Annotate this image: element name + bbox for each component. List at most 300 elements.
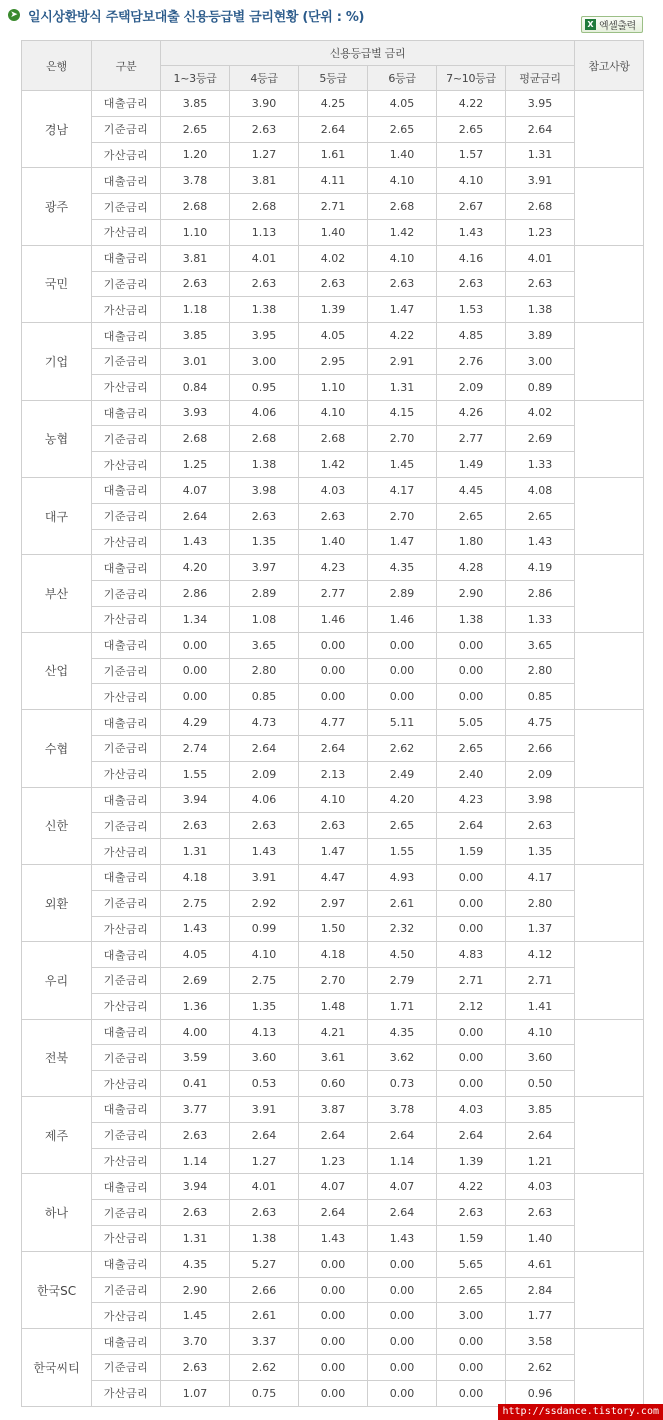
table-row xyxy=(22,1303,644,1329)
rate-cell: 1.31 xyxy=(368,374,437,400)
rate-cell: 1.77 xyxy=(506,1303,575,1329)
table-row xyxy=(22,839,644,865)
bank-name: 제주 xyxy=(22,1097,92,1174)
rate-cell: 5.05 xyxy=(437,710,506,736)
rate-cell: 2.49 xyxy=(368,761,437,787)
rate-cell: 0.84 xyxy=(161,374,230,400)
rate-cell: 1.36 xyxy=(161,993,230,1019)
table-row xyxy=(22,968,644,994)
table-row xyxy=(22,116,644,142)
rate-cell: 2.63 xyxy=(368,271,437,297)
rate-cell: 1.38 xyxy=(230,452,299,478)
rate-cell: 0.00 xyxy=(299,658,368,684)
rate-cell: 1.31 xyxy=(161,839,230,865)
rate-cell: 0.41 xyxy=(161,1071,230,1097)
rate-cell: 1.40 xyxy=(299,219,368,245)
rate-cell: 2.64 xyxy=(299,735,368,761)
header-bank: 은행 xyxy=(22,41,92,91)
bank-name: 하나 xyxy=(22,1174,92,1251)
rate-category: 가산금리 xyxy=(92,1071,161,1097)
rate-category: 대출금리 xyxy=(92,787,161,813)
rate-cell: 4.01 xyxy=(230,245,299,271)
rate-cell: 0.00 xyxy=(299,1329,368,1355)
table-row xyxy=(22,993,644,1019)
rate-cell: 3.58 xyxy=(506,1329,575,1355)
rate-cell: 2.67 xyxy=(437,194,506,220)
rate-cell: 0.00 xyxy=(161,632,230,658)
rate-cell: 1.48 xyxy=(299,993,368,1019)
rate-cell: 2.86 xyxy=(506,581,575,607)
rate-cell: 1.21 xyxy=(506,1148,575,1174)
rate-cell: 1.43 xyxy=(506,529,575,555)
rate-cell: 4.19 xyxy=(506,555,575,581)
rate-cell: 0.00 xyxy=(299,1251,368,1277)
table-row xyxy=(22,813,644,839)
rate-cell: 0.00 xyxy=(437,1071,506,1097)
rate-cell: 2.64 xyxy=(230,1122,299,1148)
rate-cell: 0.00 xyxy=(437,658,506,684)
rate-cell: 2.12 xyxy=(437,993,506,1019)
rate-cell: 2.91 xyxy=(368,348,437,374)
header-category: 구분 xyxy=(92,41,161,91)
table-row xyxy=(22,477,644,503)
rate-cell: 4.26 xyxy=(437,400,506,426)
rate-cell: 0.00 xyxy=(368,658,437,684)
reference-cell xyxy=(575,168,644,245)
rate-cell: 1.20 xyxy=(161,142,230,168)
rate-cell: 3.97 xyxy=(230,555,299,581)
rate-cell: 2.63 xyxy=(299,503,368,529)
rate-cell: 2.69 xyxy=(161,968,230,994)
rate-cell: 4.03 xyxy=(299,477,368,503)
rate-cell: 3.91 xyxy=(506,168,575,194)
table-row xyxy=(22,606,644,632)
rate-cell: 1.35 xyxy=(230,993,299,1019)
rate-category: 기준금리 xyxy=(92,735,161,761)
rate-cell: 1.33 xyxy=(506,452,575,478)
rate-cell: 3.78 xyxy=(161,168,230,194)
table-row xyxy=(22,452,644,478)
rate-category: 가산금리 xyxy=(92,1226,161,1252)
rates-table xyxy=(21,40,644,1407)
rate-cell: 1.14 xyxy=(161,1148,230,1174)
table-row xyxy=(22,1226,644,1252)
table-row xyxy=(22,735,644,761)
rate-cell: 1.31 xyxy=(506,142,575,168)
rate-cell: 2.65 xyxy=(368,116,437,142)
rate-cell: 2.63 xyxy=(230,813,299,839)
rate-cell: 4.06 xyxy=(230,400,299,426)
rate-cell: 2.65 xyxy=(161,116,230,142)
rate-cell: 4.12 xyxy=(506,942,575,968)
rate-cell: 2.80 xyxy=(230,658,299,684)
rate-cell: 2.64 xyxy=(437,813,506,839)
rate-cell: 4.02 xyxy=(299,245,368,271)
table-row xyxy=(22,323,644,349)
rate-cell: 1.40 xyxy=(368,142,437,168)
reference-cell xyxy=(575,400,644,477)
rate-cell: 0.89 xyxy=(506,374,575,400)
rate-cell: 3.95 xyxy=(506,91,575,117)
bank-name: 농협 xyxy=(22,400,92,477)
rate-cell: 0.00 xyxy=(437,1380,506,1406)
rate-cell: 2.68 xyxy=(230,194,299,220)
rate-category: 대출금리 xyxy=(92,864,161,890)
table-row xyxy=(22,916,644,942)
table-row xyxy=(22,1277,644,1303)
rate-category: 가산금리 xyxy=(92,297,161,323)
rate-cell: 2.74 xyxy=(161,735,230,761)
table-row xyxy=(22,168,644,194)
rate-cell: 2.77 xyxy=(299,581,368,607)
rate-cell: 2.68 xyxy=(161,194,230,220)
rate-cell: 3.00 xyxy=(437,1303,506,1329)
rate-cell: 2.65 xyxy=(437,116,506,142)
rate-cell: 3.78 xyxy=(368,1097,437,1123)
rate-cell: 2.63 xyxy=(161,271,230,297)
rate-cell: 2.64 xyxy=(506,116,575,142)
rate-cell: 0.00 xyxy=(368,1329,437,1355)
rate-cell: 0.00 xyxy=(368,1380,437,1406)
rate-cell: 2.63 xyxy=(230,116,299,142)
rate-cell: 0.99 xyxy=(230,916,299,942)
rate-cell: 1.37 xyxy=(506,916,575,942)
rate-cell: 4.73 xyxy=(230,710,299,736)
table-row xyxy=(22,142,644,168)
rate-cell: 2.62 xyxy=(506,1355,575,1381)
rate-cell: 2.70 xyxy=(368,426,437,452)
rate-cell: 1.07 xyxy=(161,1380,230,1406)
rate-cell: 4.22 xyxy=(437,91,506,117)
rate-cell: 0.00 xyxy=(368,1355,437,1381)
rate-cell: 0.00 xyxy=(299,1355,368,1381)
table-row xyxy=(22,1200,644,1226)
table-row xyxy=(22,1019,644,1045)
rate-cell: 3.98 xyxy=(230,477,299,503)
rate-cell: 4.10 xyxy=(368,168,437,194)
rate-cell: 3.94 xyxy=(161,787,230,813)
rate-cell: 4.05 xyxy=(368,91,437,117)
rate-cell: 4.22 xyxy=(368,323,437,349)
bank-name: 경남 xyxy=(22,91,92,168)
rate-cell: 1.38 xyxy=(230,297,299,323)
rate-cell: 2.65 xyxy=(437,735,506,761)
rate-cell: 4.03 xyxy=(437,1097,506,1123)
rate-cell: 1.27 xyxy=(230,142,299,168)
rate-cell: 4.23 xyxy=(299,555,368,581)
rate-cell: 1.10 xyxy=(299,374,368,400)
rate-cell: 4.35 xyxy=(161,1251,230,1277)
rate-cell: 0.00 xyxy=(299,632,368,658)
rate-cell: 1.45 xyxy=(368,452,437,478)
rate-cell: 1.47 xyxy=(368,529,437,555)
rate-cell: 4.22 xyxy=(437,1174,506,1200)
table-row xyxy=(22,581,644,607)
rate-cell: 4.10 xyxy=(299,400,368,426)
rate-cell: 1.46 xyxy=(368,606,437,632)
rate-cell: 0.75 xyxy=(230,1380,299,1406)
rate-category: 기준금리 xyxy=(92,426,161,452)
rate-cell: 0.50 xyxy=(506,1071,575,1097)
rate-cell: 1.53 xyxy=(437,297,506,323)
table-row xyxy=(22,864,644,890)
table-row xyxy=(22,426,644,452)
table-row xyxy=(22,194,644,220)
rate-cell: 2.61 xyxy=(368,890,437,916)
rate-cell: 3.90 xyxy=(230,91,299,117)
reference-cell xyxy=(575,1019,644,1096)
reference-cell xyxy=(575,1174,644,1251)
rate-cell: 0.00 xyxy=(161,684,230,710)
rate-category: 가산금리 xyxy=(92,529,161,555)
source-url: http://ssdance.tistory.com xyxy=(498,1404,663,1420)
rate-cell: 4.85 xyxy=(437,323,506,349)
rate-cell: 2.63 xyxy=(437,271,506,297)
excel-icon: X xyxy=(585,19,596,30)
header-credit-grade-group: 신용등급별 금리 xyxy=(161,41,575,66)
rate-cell: 2.70 xyxy=(299,968,368,994)
rate-cell: 0.00 xyxy=(437,1355,506,1381)
rate-cell: 0.00 xyxy=(368,684,437,710)
reference-cell xyxy=(575,1251,644,1328)
rate-cell: 0.00 xyxy=(437,632,506,658)
rate-cell: 0.00 xyxy=(368,1251,437,1277)
rate-cell: 0.95 xyxy=(230,374,299,400)
rate-cell: 2.71 xyxy=(437,968,506,994)
bank-name: 한국씨티 xyxy=(22,1329,92,1406)
table-row xyxy=(22,1251,644,1277)
rate-cell: 2.65 xyxy=(437,503,506,529)
page-title xyxy=(8,4,364,26)
rate-category: 대출금리 xyxy=(92,323,161,349)
rate-cell: 2.65 xyxy=(368,813,437,839)
header-average-rate: 평균금리 xyxy=(506,66,575,91)
bank-name: 우리 xyxy=(22,942,92,1019)
reference-cell xyxy=(575,1097,644,1174)
rate-cell: 3.60 xyxy=(230,1045,299,1071)
table-row xyxy=(22,1174,644,1200)
rate-cell: 4.06 xyxy=(230,787,299,813)
rate-cell: 0.00 xyxy=(437,890,506,916)
rate-cell: 2.92 xyxy=(230,890,299,916)
rate-category: 기준금리 xyxy=(92,1277,161,1303)
reference-cell xyxy=(575,555,644,632)
rate-cell: 2.68 xyxy=(299,426,368,452)
rate-cell: 1.31 xyxy=(161,1226,230,1252)
table-row xyxy=(22,1329,644,1355)
rate-cell: 1.33 xyxy=(506,606,575,632)
rate-cell: 2.79 xyxy=(368,968,437,994)
rate-cell: 0.00 xyxy=(368,1277,437,1303)
rate-cell: 1.14 xyxy=(368,1148,437,1174)
rate-cell: 1.23 xyxy=(299,1148,368,1174)
rate-cell: 2.32 xyxy=(368,916,437,942)
rate-cell: 5.27 xyxy=(230,1251,299,1277)
rate-cell: 2.64 xyxy=(230,735,299,761)
table-row xyxy=(22,890,644,916)
rate-cell: 2.63 xyxy=(161,1355,230,1381)
rate-cell: 2.89 xyxy=(230,581,299,607)
rate-cell: 1.13 xyxy=(230,219,299,245)
rate-cell: 3.60 xyxy=(506,1045,575,1071)
rate-cell: 2.80 xyxy=(506,890,575,916)
rate-cell: 3.61 xyxy=(299,1045,368,1071)
rate-cell: 1.10 xyxy=(161,219,230,245)
header-grade-5: 5등급 xyxy=(299,66,368,91)
reference-cell xyxy=(575,91,644,168)
bank-name: 산업 xyxy=(22,632,92,709)
rate-cell: 1.55 xyxy=(368,839,437,865)
rate-cell: 1.61 xyxy=(299,142,368,168)
rate-cell: 2.66 xyxy=(506,735,575,761)
rate-cell: 4.02 xyxy=(506,400,575,426)
rate-cell: 2.86 xyxy=(161,581,230,607)
rate-cell: 0.00 xyxy=(437,864,506,890)
rate-cell: 1.38 xyxy=(230,1226,299,1252)
rate-cell: 1.47 xyxy=(368,297,437,323)
rate-cell: 4.17 xyxy=(506,864,575,890)
rate-cell: 2.65 xyxy=(506,503,575,529)
rate-category: 대출금리 xyxy=(92,1251,161,1277)
rate-cell: 3.91 xyxy=(230,1097,299,1123)
rate-cell: 4.18 xyxy=(299,942,368,968)
table-row xyxy=(22,632,644,658)
rate-cell: 3.00 xyxy=(230,348,299,374)
rate-category: 대출금리 xyxy=(92,168,161,194)
rate-cell: 2.90 xyxy=(437,581,506,607)
rate-cell: 4.20 xyxy=(161,555,230,581)
rate-cell: 4.77 xyxy=(299,710,368,736)
table-row xyxy=(22,942,644,968)
rate-cell: 2.90 xyxy=(161,1277,230,1303)
rate-cell: 4.05 xyxy=(299,323,368,349)
rate-category: 대출금리 xyxy=(92,400,161,426)
rate-cell: 1.59 xyxy=(437,839,506,865)
rate-cell: 3.93 xyxy=(161,400,230,426)
rate-cell: 1.57 xyxy=(437,142,506,168)
rate-category: 기준금리 xyxy=(92,116,161,142)
rate-cell: 3.94 xyxy=(161,1174,230,1200)
rate-cell: 3.01 xyxy=(161,348,230,374)
rate-category: 가산금리 xyxy=(92,606,161,632)
rate-category: 기준금리 xyxy=(92,968,161,994)
table-row xyxy=(22,1380,644,1406)
rate-cell: 1.27 xyxy=(230,1148,299,1174)
rate-cell: 2.68 xyxy=(230,426,299,452)
table-row xyxy=(22,1071,644,1097)
rate-cell: 2.97 xyxy=(299,890,368,916)
rate-cell: 2.62 xyxy=(368,735,437,761)
rate-cell: 3.98 xyxy=(506,787,575,813)
header-grade-6: 6등급 xyxy=(368,66,437,91)
rate-cell: 3.81 xyxy=(161,245,230,271)
rate-category: 기준금리 xyxy=(92,1122,161,1148)
rate-cell: 2.64 xyxy=(299,1122,368,1148)
rate-cell: 1.80 xyxy=(437,529,506,555)
rate-cell: 4.13 xyxy=(230,1019,299,1045)
rate-cell: 0.00 xyxy=(368,1303,437,1329)
rate-cell: 1.45 xyxy=(161,1303,230,1329)
rate-cell: 1.43 xyxy=(161,916,230,942)
rate-cell: 4.35 xyxy=(368,555,437,581)
rate-category: 대출금리 xyxy=(92,477,161,503)
rate-cell: 4.17 xyxy=(368,477,437,503)
rate-cell: 2.13 xyxy=(299,761,368,787)
rate-category: 기준금리 xyxy=(92,1355,161,1381)
rate-cell: 2.76 xyxy=(437,348,506,374)
rate-cell: 4.10 xyxy=(437,168,506,194)
rate-cell: 1.35 xyxy=(230,529,299,555)
rate-cell: 4.18 xyxy=(161,864,230,890)
rate-category: 대출금리 xyxy=(92,1329,161,1355)
rate-cell: 2.70 xyxy=(368,503,437,529)
table-row xyxy=(22,91,644,117)
rate-cell: 2.64 xyxy=(506,1122,575,1148)
table-row xyxy=(22,1122,644,1148)
rate-cell: 3.91 xyxy=(230,864,299,890)
rate-category: 기준금리 xyxy=(92,348,161,374)
rate-cell: 2.63 xyxy=(506,1200,575,1226)
table-row xyxy=(22,1355,644,1381)
rate-cell: 2.63 xyxy=(161,813,230,839)
excel-export-button[interactable] xyxy=(581,16,643,33)
rate-cell: 1.41 xyxy=(506,993,575,1019)
bank-name: 한국SC xyxy=(22,1251,92,1328)
reference-cell xyxy=(575,787,644,864)
bank-name: 신한 xyxy=(22,787,92,864)
rate-cell: 3.65 xyxy=(506,632,575,658)
reference-cell xyxy=(575,1329,644,1406)
rate-cell: 1.42 xyxy=(368,219,437,245)
rate-cell: 1.43 xyxy=(368,1226,437,1252)
rate-cell: 1.08 xyxy=(230,606,299,632)
rate-cell: 5.11 xyxy=(368,710,437,736)
rate-cell: 2.62 xyxy=(230,1355,299,1381)
table-row xyxy=(22,710,644,736)
table-row xyxy=(22,529,644,555)
rate-cell: 2.71 xyxy=(299,194,368,220)
table-row xyxy=(22,297,644,323)
rate-cell: 2.68 xyxy=(368,194,437,220)
rate-cell: 2.63 xyxy=(161,1200,230,1226)
rate-category: 대출금리 xyxy=(92,245,161,271)
rate-cell: 2.77 xyxy=(437,426,506,452)
rate-cell: 4.83 xyxy=(437,942,506,968)
reference-cell xyxy=(575,477,644,554)
rate-cell: 1.47 xyxy=(299,839,368,865)
rate-cell: 0.00 xyxy=(368,632,437,658)
excel-export-label: 엑셀출력 xyxy=(599,21,636,32)
rate-cell: 3.77 xyxy=(161,1097,230,1123)
table-row xyxy=(22,787,644,813)
header-grade-1-3: 1~3등급 xyxy=(161,66,230,91)
rate-category: 기준금리 xyxy=(92,1045,161,1071)
rate-cell: 1.25 xyxy=(161,452,230,478)
rate-cell: 0.00 xyxy=(299,1380,368,1406)
rate-cell: 1.42 xyxy=(299,452,368,478)
table-row xyxy=(22,374,644,400)
rate-category: 기준금리 xyxy=(92,658,161,684)
page-title-text: 일시상환방식 주택담보대출 신용등급별 금리현황 (단위 : %) xyxy=(28,9,365,25)
rate-cell: 4.01 xyxy=(506,245,575,271)
rate-cell: 1.50 xyxy=(299,916,368,942)
reference-cell xyxy=(575,245,644,322)
rate-category: 대출금리 xyxy=(92,1097,161,1123)
table-row xyxy=(22,503,644,529)
rate-category: 가산금리 xyxy=(92,219,161,245)
rate-category: 기준금리 xyxy=(92,581,161,607)
rate-cell: 3.85 xyxy=(161,91,230,117)
